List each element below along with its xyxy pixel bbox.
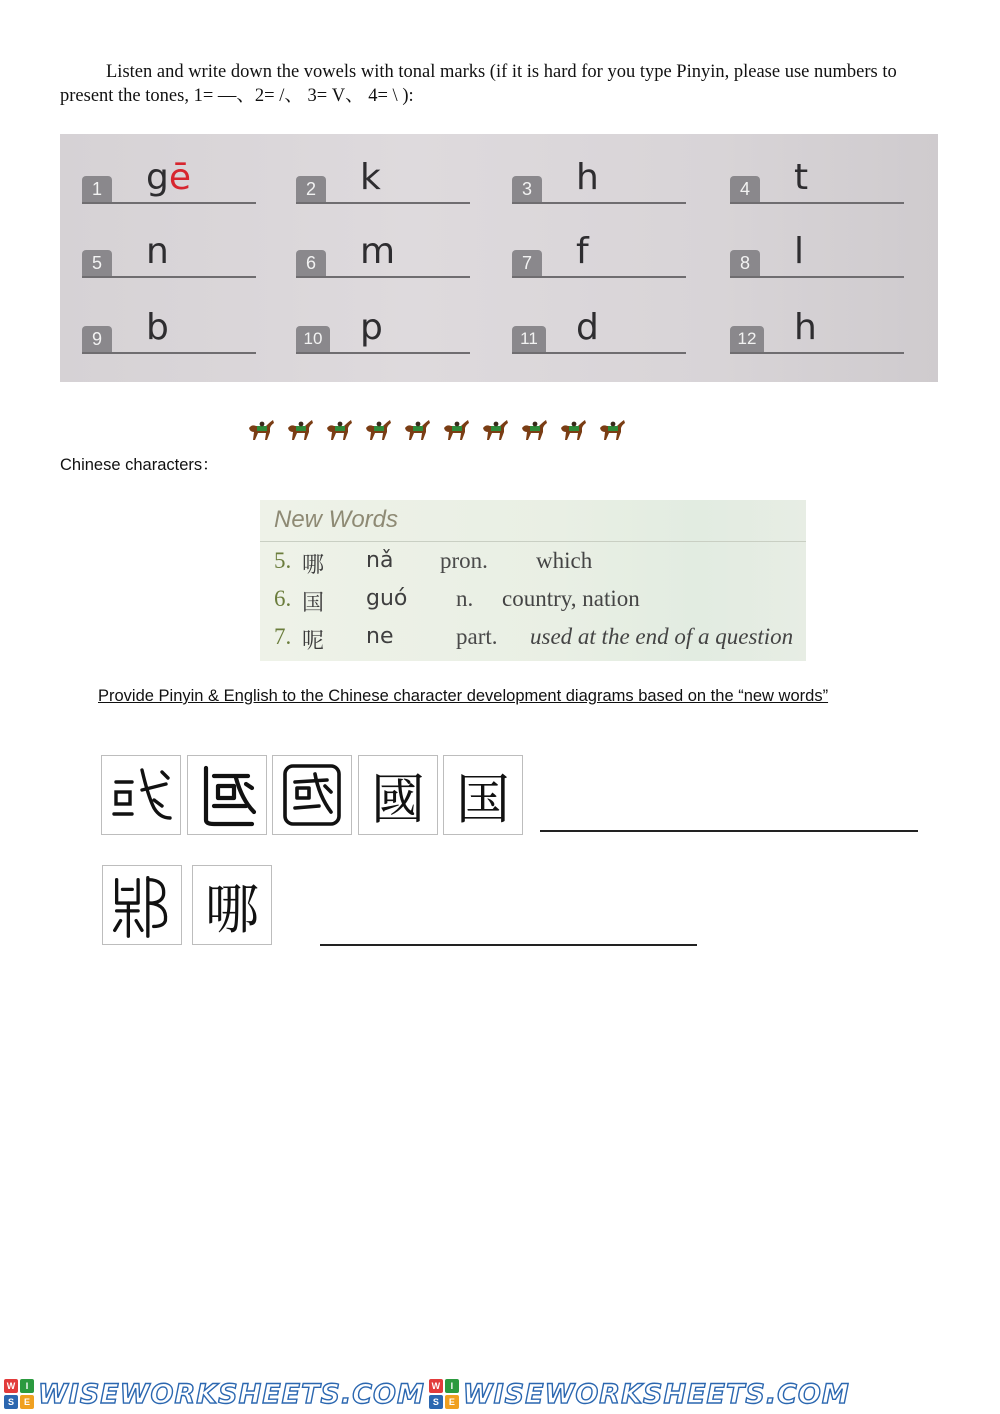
pinyin-item-10 xyxy=(296,298,470,358)
answer-line[interactable] xyxy=(730,276,904,278)
logo-tile: E xyxy=(445,1395,459,1409)
traditional-guo-glyph: 國 xyxy=(358,755,438,835)
answer-line[interactable] xyxy=(730,202,904,204)
horse-icon xyxy=(441,414,471,444)
pinyin-initial xyxy=(576,232,589,272)
logo-tile: I xyxy=(445,1379,459,1393)
pinyin-initial-letter: p xyxy=(360,307,383,348)
pinyin-item-number: 10 xyxy=(296,326,330,352)
pinyin-initial-letter: g xyxy=(146,157,169,198)
wiseworksheets-logo-icon xyxy=(4,1379,34,1409)
logo-tile: W xyxy=(429,1379,443,1393)
pinyin-initial-letter: m xyxy=(360,231,396,272)
pinyin-initial-letter: t xyxy=(794,157,809,198)
wiseworksheets-watermark xyxy=(429,1379,850,1410)
logo-tile: S xyxy=(4,1395,18,1409)
modern-na-glyph: 哪 xyxy=(192,865,272,945)
pinyin-item-5 xyxy=(82,222,256,282)
pinyin-item-2 xyxy=(296,148,470,208)
pinyin-item-3 xyxy=(512,148,686,208)
pinyin-initial xyxy=(794,308,817,348)
pinyin-item-number: 5 xyxy=(82,250,112,276)
new-word-pinyin: ne xyxy=(366,624,394,649)
horse-icon xyxy=(402,414,432,444)
pinyin-item-number: 6 xyxy=(296,250,326,276)
pinyin-initial xyxy=(576,158,599,198)
answer-line[interactable] xyxy=(296,202,470,204)
horse-icon xyxy=(519,414,549,444)
pinyin-item-12 xyxy=(730,298,904,358)
horse-icon xyxy=(285,414,315,444)
pinyin-initial-letter: b xyxy=(146,307,169,348)
answer-line[interactable] xyxy=(82,352,256,354)
answer-line[interactable] xyxy=(512,276,686,278)
seal-guo-glyph xyxy=(272,755,352,835)
new-word-char: 国 xyxy=(302,591,325,616)
pinyin-initial xyxy=(360,232,395,272)
new-words-card xyxy=(260,500,806,661)
wiseworksheets-logo-icon xyxy=(429,1379,459,1409)
diagram-heading: Provide Pinyin & English to the Chinese character development diagrams based on the “new words” xyxy=(98,687,829,705)
pinyin-item-8 xyxy=(730,222,904,282)
pinyin-item-9 xyxy=(82,298,256,358)
pinyin-item-number: 12 xyxy=(730,326,764,352)
simplified-guo-glyph: 国 xyxy=(443,755,523,835)
pinyin-initial xyxy=(146,232,169,272)
new-word-pinyin: guó xyxy=(366,586,408,611)
pinyin-item-number: 9 xyxy=(82,326,112,352)
logo-tile: E xyxy=(20,1395,34,1409)
horse-icon xyxy=(363,414,393,444)
divider xyxy=(260,541,806,542)
pinyin-item-4 xyxy=(730,148,904,208)
pinyin-initial xyxy=(146,308,169,348)
pinyin-initial-letter: d xyxy=(576,307,599,348)
pinyin-item-11 xyxy=(512,298,686,358)
pinyin-initial-letter: f xyxy=(576,231,589,272)
answer-line[interactable] xyxy=(82,202,256,204)
pinyin-initial xyxy=(576,308,599,348)
horse-decoration-row xyxy=(246,414,627,446)
horse-icon xyxy=(246,414,276,444)
logo-tile: S xyxy=(429,1395,443,1409)
new-words-title: New Words xyxy=(274,506,399,533)
wiseworksheets-brand-text: WISEWORKSHEETS.COM xyxy=(462,1378,850,1410)
pinyin-item-1 xyxy=(82,148,256,208)
pinyin-item-number: 4 xyxy=(730,176,760,202)
pinyin-item-number: 2 xyxy=(296,176,326,202)
horse-icon xyxy=(480,414,510,444)
new-word-num: 5. xyxy=(274,548,292,573)
pinyin-initial-letter: h xyxy=(576,157,599,198)
new-word-definition: which xyxy=(536,548,593,573)
answer-line[interactable] xyxy=(512,352,686,354)
answer-line-guo[interactable] xyxy=(540,830,918,832)
wiseworksheets-brand-text: WISEWORKSHEETS.COM xyxy=(38,1378,425,1410)
new-word-char: 哪 xyxy=(302,553,325,578)
pinyin-initial xyxy=(360,308,383,348)
seal-na-glyph xyxy=(102,865,182,945)
logo-tile: W xyxy=(4,1379,18,1393)
new-word-num: 6. xyxy=(274,586,292,611)
pinyin-initial-letter: n xyxy=(146,231,169,272)
pinyin-initial xyxy=(360,158,381,198)
answer-line[interactable] xyxy=(82,276,256,278)
new-word-definition: used at the end of a question xyxy=(530,624,794,649)
new-word-pos: pron. xyxy=(440,548,488,573)
new-word-pos: n. xyxy=(456,586,474,611)
pinyin-item-number: 11 xyxy=(512,326,546,352)
answer-line[interactable] xyxy=(296,352,470,354)
new-word-pos: part. xyxy=(456,624,498,649)
pinyin-item-6 xyxy=(296,222,470,282)
wiseworksheets-footer xyxy=(0,1374,1000,1414)
pinyin-item-7 xyxy=(512,222,686,282)
bronze-guo-glyph xyxy=(187,755,267,835)
new-word-definition: country, nation xyxy=(502,586,640,611)
oracle-bone-guo-glyph xyxy=(101,755,181,835)
new-word-char: 呢 xyxy=(302,629,325,654)
logo-tile: I xyxy=(20,1379,34,1393)
pinyin-item-number: 1 xyxy=(82,176,112,202)
chinese-characters-label: Chinese characters： xyxy=(60,456,219,474)
pinyin-initial xyxy=(794,232,804,272)
pinyin-exercise-panel xyxy=(60,134,938,382)
pinyin-initial xyxy=(146,158,191,198)
wiseworksheets-watermark xyxy=(4,1379,425,1410)
pinyin-item-number: 8 xyxy=(730,250,760,276)
answer-line[interactable] xyxy=(512,202,686,204)
pinyin-initial-letter: k xyxy=(360,157,381,198)
answer-line[interactable] xyxy=(296,276,470,278)
horse-icon xyxy=(324,414,354,444)
new-word-num: 7. xyxy=(274,624,292,649)
pinyin-item-number: 3 xyxy=(512,176,542,202)
pinyin-initial xyxy=(794,158,808,198)
pinyin-vowel-highlight: ē xyxy=(168,157,192,198)
new-word-pinyin: nǎ xyxy=(366,548,394,573)
horse-icon xyxy=(597,414,627,444)
pinyin-item-number: 7 xyxy=(512,250,542,276)
horse-icon xyxy=(558,414,588,444)
pinyin-initial-letter: l xyxy=(794,231,805,272)
answer-line-na[interactable] xyxy=(320,944,697,946)
pinyin-initial-letter: h xyxy=(794,307,817,348)
instructions-text: Listen and write down the vowels with tonal marks (if it is hard for you type Pinyin, please use numbers to present the tones, 1= —、2= /、 3= V、 4= \ ): xyxy=(60,62,897,106)
answer-line[interactable] xyxy=(730,352,904,354)
